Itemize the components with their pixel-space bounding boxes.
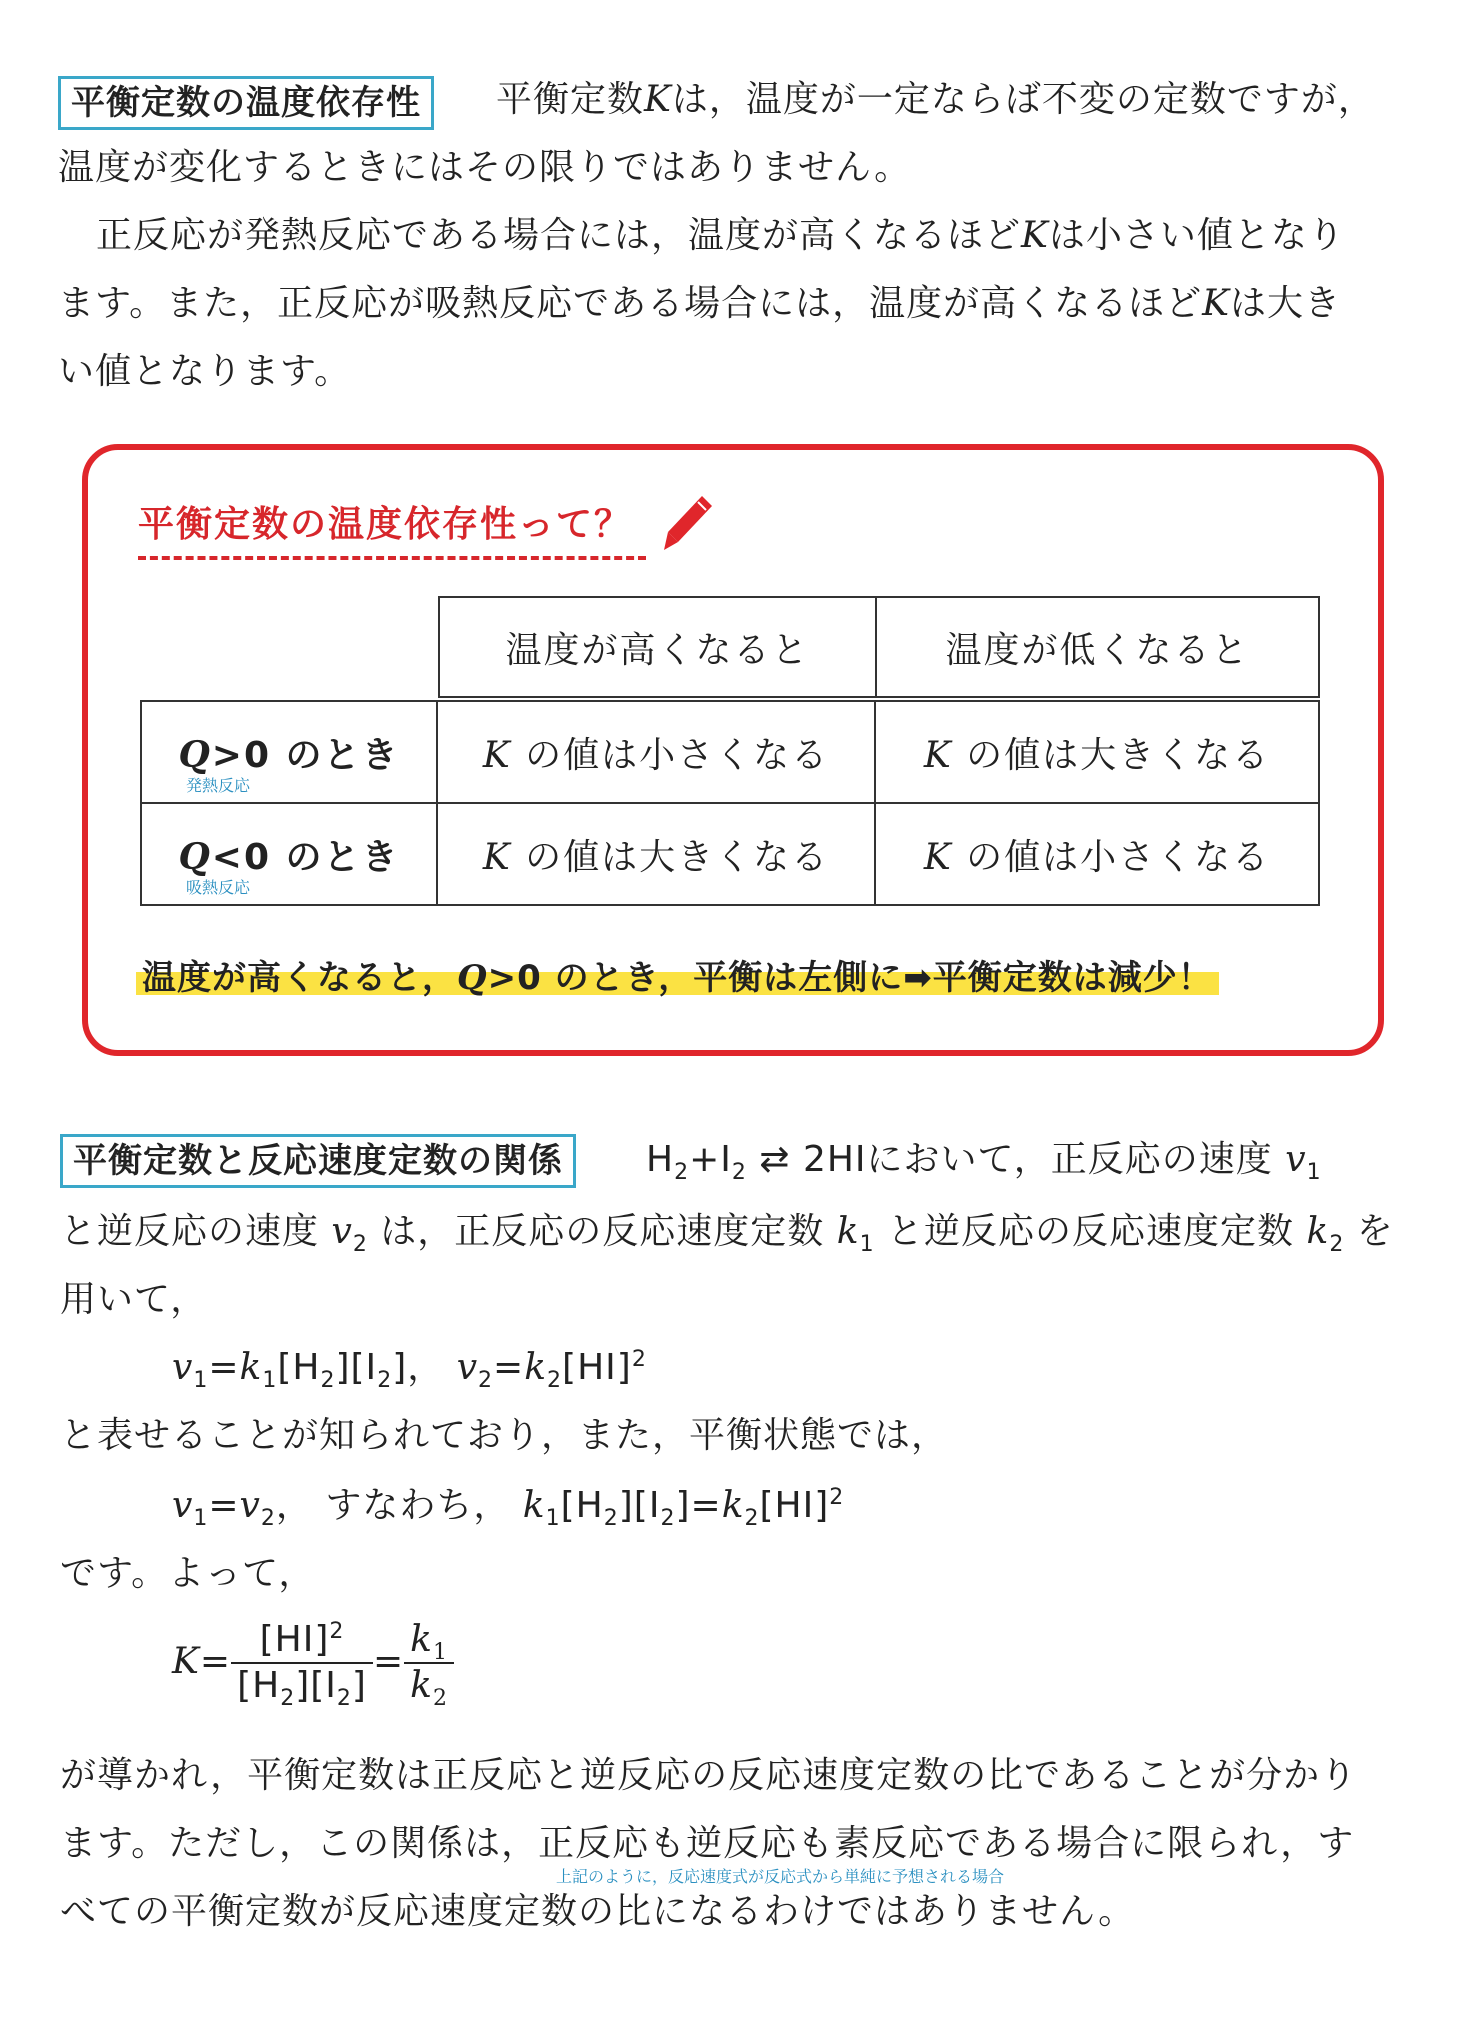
section2-line2: と逆反応の速度 $v_2$ は，正反応の反応速度定数 $k_1$ と逆反応の反応速度定数 $k_2$ を bbox=[60, 1211, 1394, 1258]
table-row bbox=[141, 701, 1319, 803]
section2-line7: ます。ただし，この関係は，正反応も逆反応も素反応である場合に限られ，す bbox=[60, 1823, 1355, 1864]
callout-summary: 温度が高くなると，Q>0 のとき，平衡は左側に➡平衡定数は減少！ bbox=[136, 950, 1219, 999]
pencil-icon bbox=[662, 492, 716, 554]
section2-line5: です。よって， bbox=[60, 1553, 316, 1594]
right-arrow-icon: ➡ bbox=[903, 958, 933, 998]
row-label-exothermic: Q>0 のとき 発熱反応 bbox=[141, 701, 437, 803]
section2-line8: べての平衡定数が反応速度定数の比になるわけではありません。 bbox=[60, 1891, 1136, 1932]
section2-line1: $H_2+I_2$ ⇄ 2HIにおいて，正反応の速度 $v_1$ bbox=[646, 1139, 1322, 1186]
section2-line3: 用いて， bbox=[60, 1279, 208, 1320]
callout-table-header bbox=[438, 596, 1320, 698]
formula-fraction: K= $\frac{[HI]^2}{[H_2][I_2]}$ = $\frac{k_1}{k_2}$ bbox=[172, 1620, 454, 1706]
section1-heading: 平衡定数の温度依存性 bbox=[58, 76, 434, 130]
equilibrium-arrow-icon: ⇄ bbox=[759, 1139, 791, 1180]
section2-note: 上記のように，反応速度式が反応式から単純に予想される場合 bbox=[556, 1867, 1005, 1886]
section2-heading: 平衡定数と反応速度定数の関係 bbox=[60, 1134, 576, 1188]
cell-exo-low: K の値は大きくなる bbox=[875, 701, 1319, 803]
col-header-high: 温度が高くなると bbox=[439, 597, 876, 697]
cell-endo-low: K の値は小さくなる bbox=[875, 803, 1319, 905]
cell-exo-high: K の値は小さくなる bbox=[437, 701, 875, 803]
table-row bbox=[141, 803, 1319, 905]
fraction-concentration: $\frac{[HI]^2}{[H_2][I_2]}$ bbox=[231, 1620, 373, 1706]
callout-title: 平衡定数の温度依存性って？ bbox=[138, 504, 633, 545]
section1-para2-line3: い値となります。 bbox=[58, 351, 352, 392]
section1-para1-line2: 温度が変化するときにはその限りではありません。 bbox=[58, 147, 912, 188]
row-label-endothermic: Q<0 のとき 吸熱反応 bbox=[141, 803, 437, 905]
callout-title-underline bbox=[138, 556, 646, 560]
cell-endo-high: K の値は大きくなる bbox=[437, 803, 875, 905]
fraction-rate-constants: $\frac{k_1}{k_2}$ bbox=[404, 1620, 454, 1706]
section1-para2-line2: ます。また，正反応が吸熱反応である場合には，温度が高くなるほどKは大き bbox=[58, 283, 1342, 324]
callout-table bbox=[140, 700, 1320, 906]
section2-line6: が導かれ，平衡定数は正反応と逆反応の反応速度定数の比であることが分かり bbox=[60, 1755, 1358, 1796]
section2-line4: と表せることが知られており，また，平衡状態では， bbox=[60, 1415, 949, 1456]
section1-para1-line1: 平衡定数Kは，温度が一定ならば不変の定数ですが， bbox=[496, 79, 1375, 120]
formula-equilibrium: $v_1=v_2$， すなわち， $k_1[H_2][I_2]=k_2[HI]^2$ bbox=[172, 1485, 845, 1532]
formula-rate-laws: $v_1=k_1[H_2][I_2]$， $v_2=k_2[HI]^2$ bbox=[172, 1347, 647, 1394]
col-header-low: 温度が低くなると bbox=[876, 597, 1319, 697]
section1-para2-line1: 正反応が発熱反応である場合には，温度が高くなるほどKは小さい値となり bbox=[96, 215, 1345, 256]
